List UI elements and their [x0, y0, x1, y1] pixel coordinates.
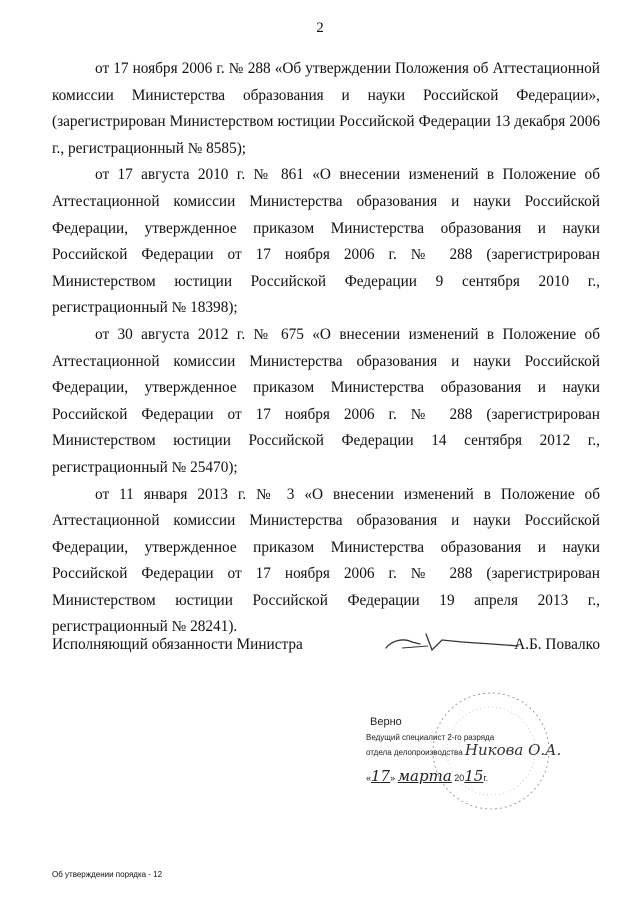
certification-position-text: Ведущий специалист 2-го разряда: [366, 733, 495, 742]
paragraph-order-288: от 17 ноября 2006 г. № 288 «Об утверждении Положения об Аттестационной комиссии Министерства образования и науки Российской Федерации», (зарегистрирован Министерством юстиции Российской Федерации 13 декабря 2006 г., регистрационный № 8585);: [52, 60, 600, 157]
date-year-hand: 15: [464, 767, 484, 785]
certification-stamp: [366, 716, 596, 785]
date-day: 17: [371, 767, 391, 785]
paragraph-order-3: от 11 января 2013 г. № 3 «О внесении изменений в Положение об Аттестационной комиссии Министерства образования и науки Российской Федерации, утвержденное приказом Министерства образования и науки Российской Федерации от 17 ноября 2006 г. № 288 (зарегистрирован Министерством юстиции Российской Федерации 19 апреля 2013 г., регистрационный № 28241).: [52, 485, 600, 636]
date-year-prefix: 20: [454, 773, 465, 783]
page-number: 2: [316, 20, 324, 36]
signatory-role: Исполняющий обязанности Министра: [52, 636, 303, 653]
document-body: [52, 56, 600, 641]
certifier-handwritten-name: Никова О.А.: [464, 741, 562, 759]
certification-verno: Верно: [370, 716, 402, 728]
signatory-name: А.Б. Повалко: [514, 636, 600, 653]
paragraph-order-675: от 30 августа 2012 г. № 675 «О внесении изменений в Положение об Аттестационной комиссии Министерства образования и науки Российской Федерации, утвержденное приказом Министерства образования и науки Российской Федерации от 17 ноября 2006 г. № 288 (зарегистрирован Министерством юстиции Российской Федерации 14 сентября 2012 г., регистрационный № 25470);: [52, 325, 600, 476]
certification-date: «17» марта 2015г.: [366, 767, 489, 785]
certification-department: [366, 741, 596, 759]
footer-note: Об утверждении порядка - 12: [52, 870, 163, 879]
signature-block: [52, 636, 600, 662]
handwritten-signature-icon: [382, 626, 522, 656]
date-suffix: г.: [483, 773, 489, 783]
paragraph-order-861: от 17 августа 2010 г. № 861 «О внесении изменений в Положение об Аттестационной комиссии Министерства образования и науки Российской Федерации, утвержденное приказом Министерства образования и науки Российской Федерации от 17 ноября 2006 г. № 288 (зарегистрирован Министерством юстиции Российской Федерации 9 сентября 2010 г., регистрационный № 18398);: [52, 166, 600, 317]
date-month: марта: [397, 767, 452, 785]
certification-department-text: отдела делопроизводства: [366, 748, 463, 757]
